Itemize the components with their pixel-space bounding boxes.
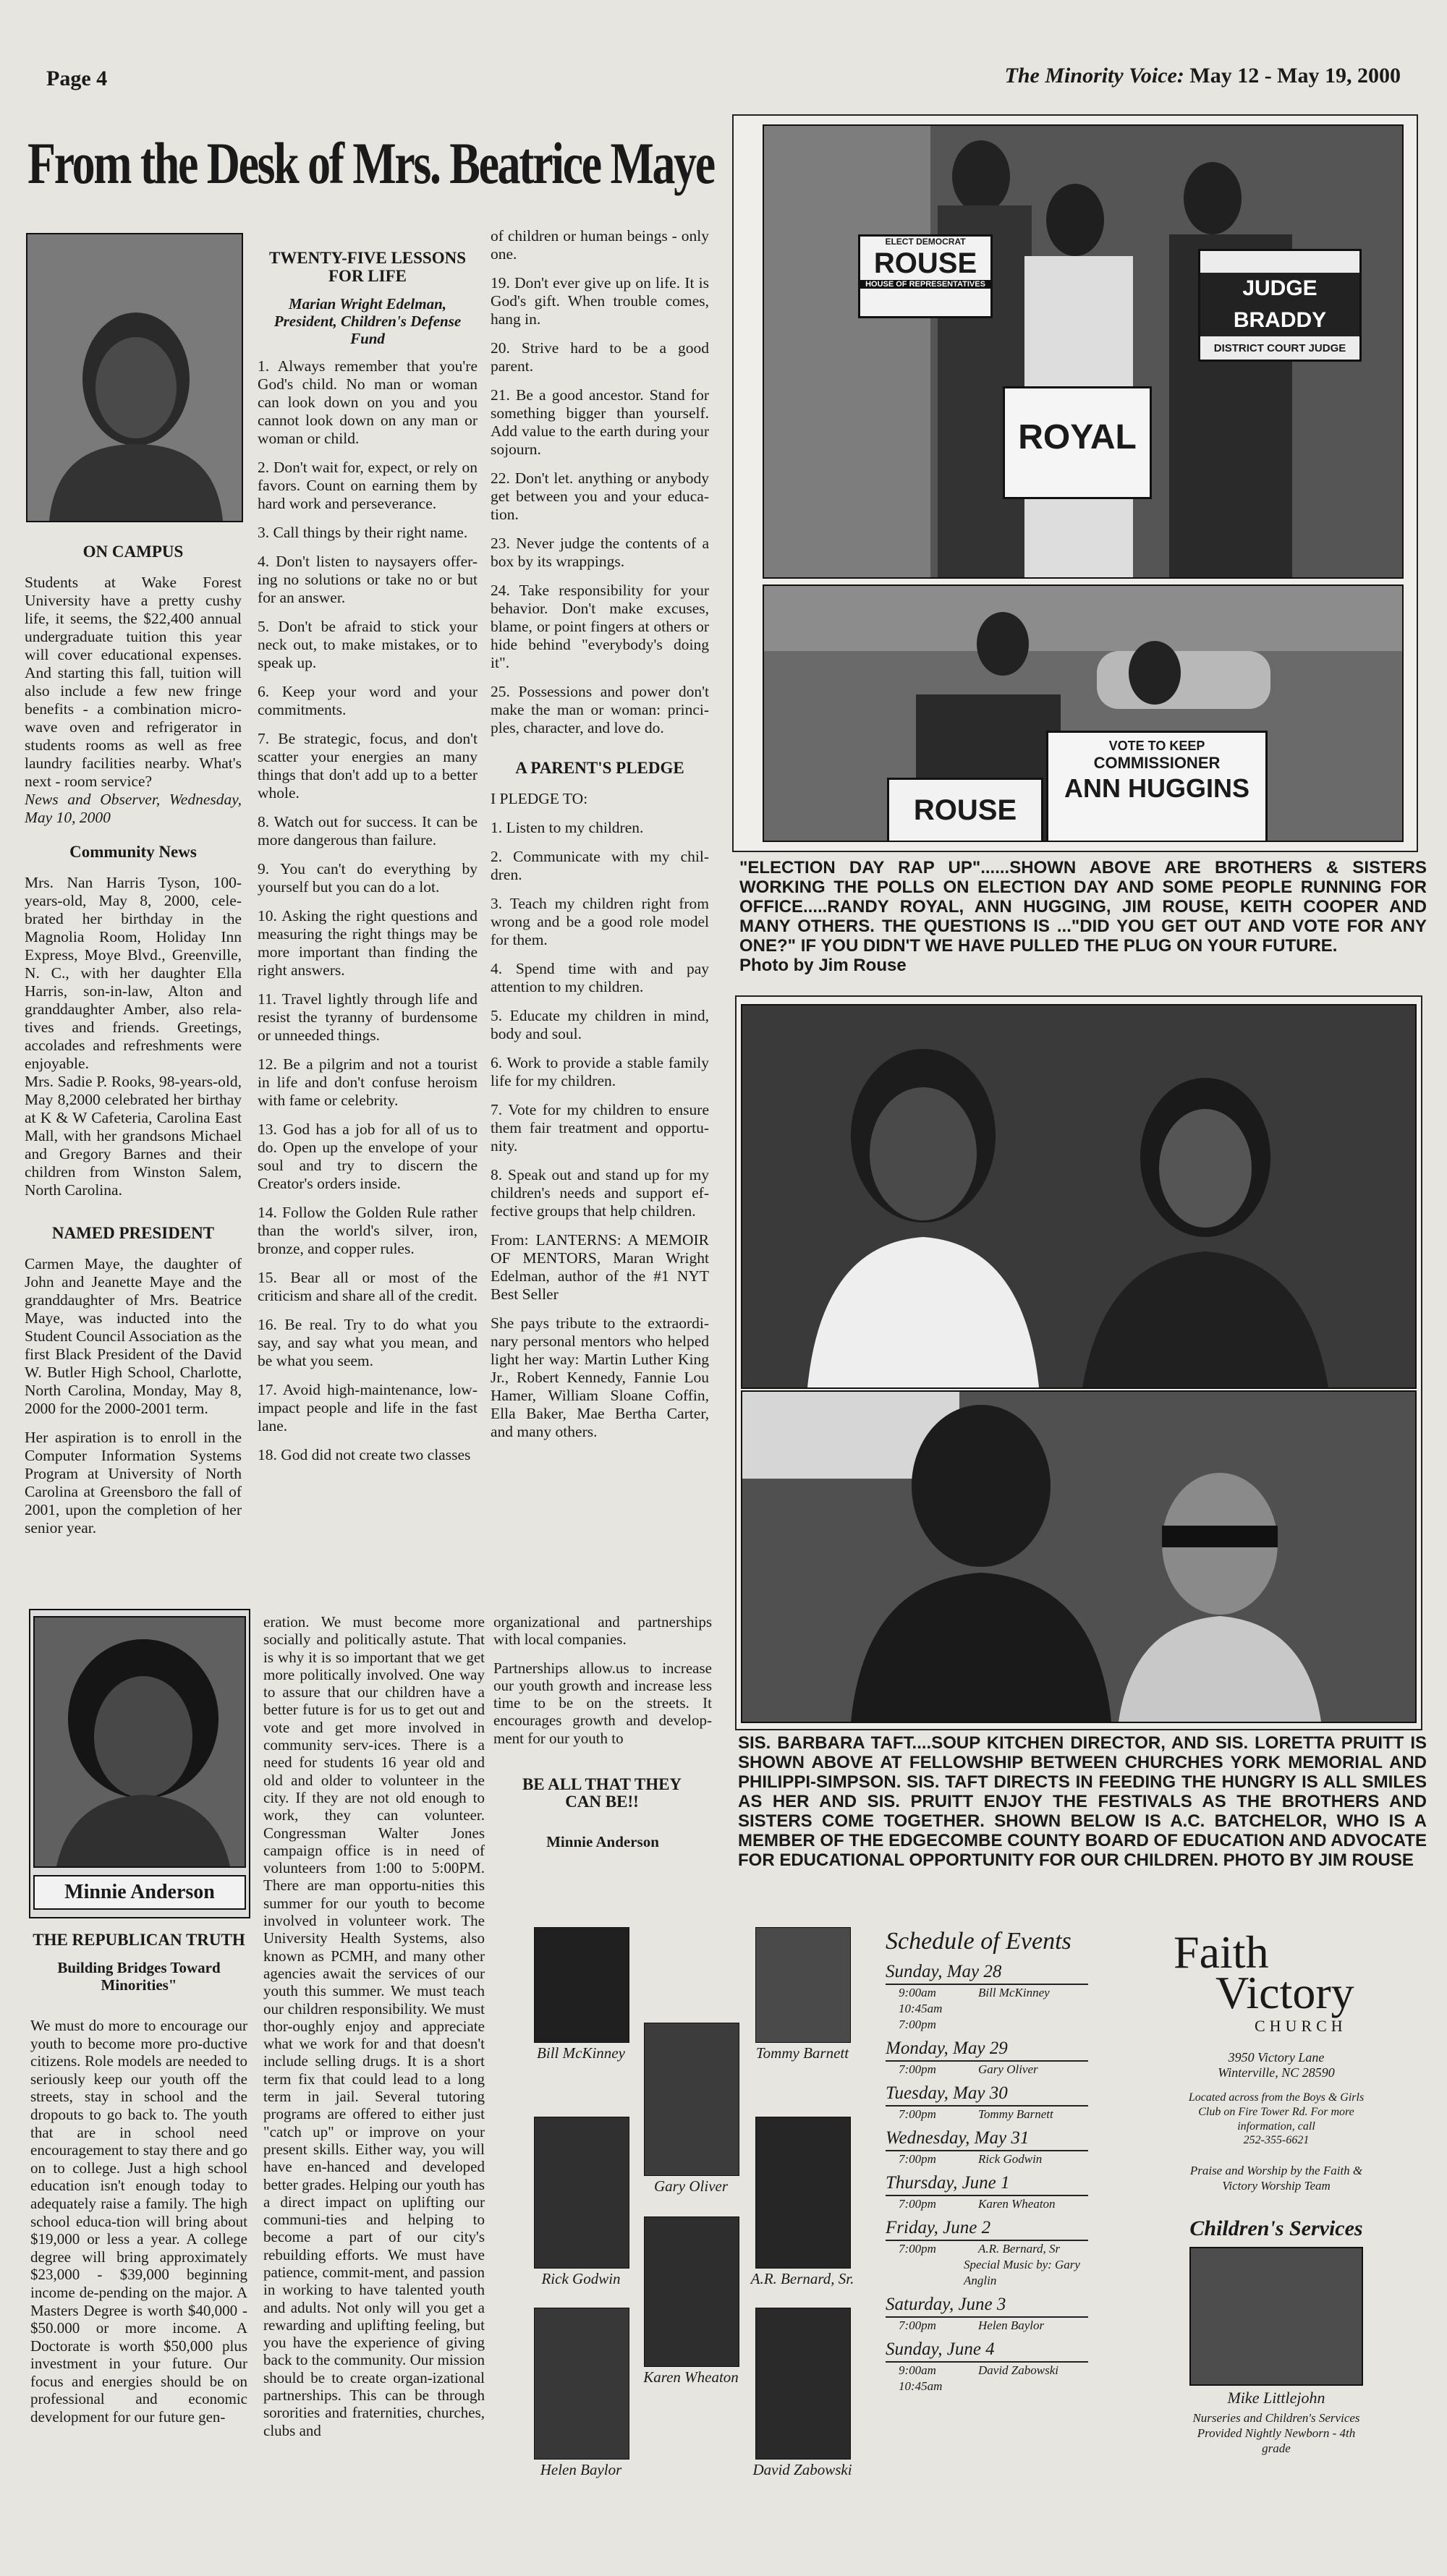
column-left (25, 543, 242, 1548)
royal-sign (1003, 386, 1152, 499)
pledge-title: A PARENT'S PLEDGE (515, 759, 684, 777)
rouse-sign-bottom: HOUSE OF REPRESENTATIVES (860, 280, 990, 289)
schedule-speaker: Rick Godwin (978, 2152, 1043, 2166)
fellowship-photo-frame (735, 995, 1422, 1730)
huggins-sign-name: ANN HUGGINS (1064, 773, 1249, 803)
schedule-day: Wednesday, May 31 (886, 2128, 1088, 2151)
lesson-item: of children or human beings - only one. (491, 227, 709, 263)
republican-col-1-body: We must do more to encourage our youth to become more pro-ductive citizens. Role models are needed to seriously keep our youth off the streets, stay in school and the dropouts to go back to. The youth that are in school need encouragement to stay there and go on to college. Just a high school education isn't enough today to adequately raise a family. The high school educa-tion will bring about $19,000 or less a year. A college degree will bring approximately $23,000 - $39,000 beginning income de-pending on the major. A Masters Degree is worth $40,000 - $50.000 or more income. A Doctorate is worth $50,000 plus investment in your future. Our focus and energies should be on professional and economic development for our future gen- (30, 2017, 247, 2426)
pledge-item: 1. Listen to my children. (491, 819, 644, 836)
portrait-karen-wheaton (644, 2216, 739, 2367)
named-president-title: NAMED PRESIDENT (51, 1224, 215, 1242)
lesson-item: 21. Be a good ancestor. Stand for something bigger than yourself. Add value to the earth during your sojourn. (491, 386, 709, 458)
lesson-item: 6. Keep your word and your commitments. (258, 683, 478, 718)
schedule-row (899, 2062, 1088, 2078)
lessons-title: TWENTY-FIVE LESSONS FOR LIFE (268, 249, 467, 285)
name-tommy-barnett: Tommy Barnett (755, 2044, 849, 2062)
royal-sign-name: ROYAL (1018, 418, 1137, 456)
lesson-item: 17. Avoid high-maintenance, low-impact people and life in the fast lane. (258, 1381, 478, 1434)
lesson-item: 20. Strive hard to be a good parent. (491, 339, 709, 375)
republican-col-3 (493, 1613, 712, 1863)
schedule-row (899, 1985, 1088, 2001)
lesson-item: 2. Don't wait for, expect, or rely on favors. Count on earning them by hard work and perseverance. (258, 459, 478, 512)
schedule-speaker: Bill McKinney (978, 1986, 1050, 1999)
community-news-title: Community News (69, 843, 197, 861)
portrait-david-zabowski (755, 2308, 851, 2460)
name-karen-wheaton: Karen Wheaton (643, 2368, 739, 2386)
braddy-sign-bottom: DISTRICT COURT JUDGE (1213, 342, 1346, 354)
huggins-sign-top: VOTE TO KEEP (1108, 739, 1205, 753)
republican-title: THE REPUBLICAN TRUTH (33, 1931, 245, 1949)
pastor-photo (1189, 2247, 1363, 2386)
schedule-time: 7:00pm (899, 2318, 936, 2332)
braddy-sign (1198, 249, 1362, 362)
schedule-row (899, 2241, 1088, 2257)
pledge-list (491, 819, 709, 1220)
lesson-item: 12. Be a pilgrim and not a tourist in life and don't confuse heroism with fame or celebrity. (258, 1055, 478, 1109)
minnie-anderson-photo (33, 1616, 246, 1868)
schedule-time: 7:00pm (899, 2018, 936, 2031)
page-number: Page 4 (46, 67, 108, 90)
pledge-item: 5. Educate my children in mind, body and soul. (491, 1007, 709, 1042)
schedule-speaker: Gary Oliver (978, 2062, 1038, 2076)
schedule-time: 7:00pm (899, 2062, 936, 2076)
name-gary-oliver: Gary Oliver (653, 2177, 729, 2195)
community-news-p2: Mrs. Sadie P. Rooks, 98-years-old, May 8,2000 celebrated her birthay at K & W Cafeteria, Carolina East Mall, with her grandsons Michael and Gregory Barnes and their children from Winston Salem, North Carolina. (25, 1073, 242, 1199)
beatrice-maye-photo (26, 233, 243, 522)
schedule-title: Schedule of Events (886, 1928, 1072, 1955)
schedule (886, 1927, 1088, 2394)
schedule-speaker: Helen Baylor (978, 2318, 1045, 2332)
community-news-p1: Mrs. Nan Harris Tyson, 100-years-old, May 8, 2000, cele-brated her birthday in the Magnolia Room, Holiday Inn Express, Moye Blvd., Greenville, N. C., with her daughter Ella Harris, son-in-law, Alton and granddaughter Amber, also rela-tives and friends. Greetings, accolades and refreshments were enjoyable. (25, 874, 242, 1072)
schedule-row (899, 2107, 1088, 2122)
name-rick-godwin: Rick Godwin (541, 2270, 621, 2287)
portrait-figure-icon (27, 234, 242, 521)
church-phone: 252-355-6621 (1243, 2134, 1310, 2146)
name-david-zabowski: David Zabowski (752, 2461, 852, 2478)
lesson-item: 25. Possessions and power don't make the man or woman: princi-ples, character, and love do. (491, 683, 709, 736)
church-address-1: 3950 Victory Lane (1228, 2050, 1325, 2065)
schedule-speaker: A.R. Bernard, Sr (978, 2242, 1061, 2256)
schedule-time: 9:00am (899, 1986, 936, 1999)
minnie-anderson-frame (29, 1609, 250, 1918)
schedule-speaker: David Zabowski (978, 2363, 1058, 2377)
name-bill-mckinney: Bill McKinney (537, 2044, 625, 2062)
republican-col-3a: organizational and partnerships with local companies. (493, 1613, 712, 1649)
pledge-item: 8. Speak out and stand up for my children's needs and support ef-fective groups that help children. (491, 1166, 709, 1220)
church-word: CHURCH (1255, 2017, 1347, 2035)
lesson-item: 24. Take responsibility for your behavior. Don't make excuses, blame, or point fingers at others or hide behind "everybody's doing it". (491, 582, 709, 671)
named-president-p1: Carmen Maye, the daughter of John and Jeanette Maye and the granddaughter of Mrs. Beatrice Maye, was inducted into the Student Council Association as the first Black President of the David W. Butler High School, Charlotte, North Carolina, Monday, May 8, 2000 for the 2000-2001 term. (25, 1255, 242, 1417)
republican-col-2 (263, 1613, 485, 2450)
church-located: Located across from the Boys & Girls Club on Fire Tower Rd. For more information, call (1188, 2091, 1365, 2133)
schedule-time: 7:00pm (899, 2197, 936, 2211)
nursery-info: Nurseries and Children's Services Provided Nightly Newborn - 4th grade (1192, 2411, 1360, 2455)
braddy-sign-name: JUDGE BRADDY (1200, 273, 1359, 336)
schedule-day: Sunday, May 28 (886, 1962, 1088, 1985)
huggins-sign (1046, 731, 1268, 842)
lesson-item: 14. Follow the Golden Rule rather than the world's silver, iron, bronze, and copper rules. (258, 1204, 478, 1257)
election-caption (739, 858, 1427, 975)
issue-dates: May 12 - May 19, 2000 (1189, 64, 1401, 88)
pledge-from: From: LANTERNS: A MEMOIR OF MENTORS, Maran Wright Edelman, author of the #1 NYT Best Seller (491, 1231, 709, 1303)
schedule-time: 10:45am (899, 2379, 943, 2393)
schedule-day: Sunday, June 4 (886, 2339, 1088, 2363)
rouse-sign-name: ROUSE (873, 247, 977, 279)
portrait-ar-bernard (755, 2117, 851, 2269)
portrait-bill-mckinney (534, 1927, 629, 2043)
lesson-item: 3. Call things by their right name. (258, 524, 468, 541)
lessons-list-1 (258, 357, 478, 1464)
schedule-speaker: Tommy Barnett (978, 2107, 1053, 2121)
faith-victory-ad (519, 1917, 1433, 2517)
author-name-box: Minnie Anderson (33, 1875, 246, 1910)
schedule-speaker: Special Music by: Gary Anglin (963, 2258, 1080, 2287)
be-all-heading: BE ALL THAT THEY CAN BE!! (522, 1775, 682, 1811)
lesson-item: 16. Be real. Try to do what you say, and say what you mean, and be what you seem. (258, 1316, 478, 1369)
lesson-item: 18. God did not create two classes (258, 1446, 471, 1463)
on-campus-title: ON CAMPUS (82, 543, 184, 561)
church-praise: Praise and Worship by the Faith & Victory Worship Team (1189, 2164, 1363, 2193)
lesson-item: 13. God has a job for all of us to do. Open up the envelope of your soul and try to discern the Creator's orders inside. (258, 1121, 478, 1192)
church-name-1: Faith (1174, 1926, 1269, 1978)
republican-subtitle: Building Bridges Toward Minorities" (57, 1959, 221, 1994)
election-photo-top (763, 124, 1404, 579)
schedule-time: 9:00am (899, 2363, 936, 2377)
portrait-helen-baylor (534, 2308, 629, 2460)
name-ar-bernard: A.R. Bernard, Sr. (750, 2270, 854, 2287)
fellowship-caption: SIS. BARBARA TAFT....SOUP KITCHEN DIRECTOR, AND SIS. LORETTA PRUITT IS SHOWN ABOVE AT FELLOWSHIP BETWEEN CHURCHES YORK MEMORIAL AND PHILIPPI-SIMPSON. SIS. TAFT DIRECTS IN FEEDING THE HUNGRY IS ALL SMILES AS HER AND SIS. PRUITT ENJOY THE FESTIVALS AS THE BROTHERS AND SISTERS COME TOGETHER. SHOWN BELOW IS A.C. BATCHELOR, WHO IS A MEMBER OF THE EDGECOMBE COUNTY BOARD OF EDUCATION AND ADVOCATE FOR EDUCATIONAL OPPORTUNITY FOR OUR CHILDREN. PHOTO BY JIM ROUSE (738, 1733, 1427, 1870)
pledge-item: 2. Communicate with my chil-dren. (491, 848, 709, 883)
schedule-time: 7:00pm (899, 2242, 936, 2256)
schedule-day: Thursday, June 1 (886, 2173, 1088, 2196)
masthead: From the Desk of Mrs. Beatrice Maye (27, 130, 714, 196)
lesson-item: 4. Don't listen to naysayers offer-ing no solutions or take no or but for an answer. (258, 553, 478, 606)
on-campus-source: News and Observer, Wednesday, May 10, 2000 (25, 791, 242, 826)
lesson-item: 22. Don't let. anything or anybody get between you and your educa-tion. (491, 469, 709, 523)
lesson-item: 5. Don't be afraid to stick your neck out, to make mistakes, or to speak up. (258, 618, 478, 671)
lessons-byline: Marian Wright Edelman, President, Children's Defense Fund (273, 295, 462, 347)
church-name-2: Victory (1215, 1967, 1354, 2018)
pledge-item: 7. Vote for my children to ensure them fair treatment and opportu-nity. (491, 1101, 709, 1155)
lesson-item: 19. Don't ever give up on life. It is God's gift. When trouble comes, hang in. (491, 274, 709, 328)
column-pledge (491, 227, 709, 1452)
schedule-row (899, 2379, 1088, 2394)
schedule-row (899, 2001, 1088, 2017)
pastor-name: Mike Littlejohn (1227, 2389, 1325, 2407)
rouse-sign-top: ELECT DEMOCRAT (885, 237, 966, 247)
lesson-item: 15. Bear all or most of the criticism and share all of the credit. (258, 1269, 478, 1304)
republican-col-3b: Partnerships allow.us to increase our youth growth and increase less time to be on the streets. It encourages growth and develop-ment for our youth to (493, 1659, 712, 1747)
lesson-item: 11. Travel lightly through life and resist the tyranny of burdensome or unneeded things. (258, 990, 478, 1044)
paper-name (1005, 64, 1401, 88)
election-photo-bottom (763, 585, 1404, 842)
pledge-item: 4. Spend time with and pay attention to my children. (491, 960, 709, 995)
schedule-row (899, 2196, 1088, 2212)
election-photo-frame (732, 114, 1418, 852)
schedule-time: 10:45am (899, 2002, 943, 2015)
pledge-item: 3. Teach my children right from wrong and be a good role model for them. (491, 895, 709, 948)
rouse-sign-2 (887, 778, 1043, 842)
children-services-title: Children's Services (1189, 2216, 1363, 2240)
pledge-intro: I PLEDGE TO: (491, 790, 588, 807)
schedule-days (886, 1962, 1088, 2394)
church-info (1132, 1927, 1421, 2456)
lesson-item: 7. Be strategic, focus, and don't scatter your energies an many things that don't add up to a better whole. (258, 730, 478, 802)
lesson-item: 10. Asking the right questions and measuring the right things may be more important than finding the right answers. (258, 907, 478, 979)
church-address-2: Winterville, NC 28590 (1218, 2065, 1335, 2080)
column-lessons (258, 249, 478, 1475)
lessons-list-2 (491, 227, 709, 737)
schedule-day: Tuesday, May 30 (886, 2083, 1088, 2107)
schedule-row (899, 2257, 1088, 2289)
republican-col-2-body: eration. We must become more socially and politically astute. That is why it is so important that we get more politically involved. One way to assure that our children have a better future is for us to get out and vote and get more involved in community serv-ices. There is a need for students 16 year old and old and older to volunteer in the city. If they are not old enough to work, they can volunteer. Congressman Walter Jones campaign office is in need of volunteers from 1:00 to 5:00PM. There are man opportu-nities this summer for our youth to become involved in volunteer work. The University Health Systems, also known as PCMH, and many other agencies await the services of our youth this summer. We must teach our children responsibility. We must thor-oughly enjoy and appreciate what we work for and that doesn't include selling drugs. It is a short term fix that could lead to a long term in jail. Several tutoring programs are offered to either just "catch up" or improve on your present skills. Either way, you will have en-hanced and developed better grades. Helping our youth has a direct impact on uplifting our communi-ties and helping to become a part of our city's rebuilding efforts. We must have patience, commit-ment, and passion in working to have talented youth and adults. Not only will you get a rewarding and uplifting feeling, but you have the experience of giving back to the community. Our mission should be to create organ-izational partnerships. This can be through sororities and fraternities, churches, clubs and (263, 1613, 485, 2439)
huggins-sign-mid: COMMISSIONER (1093, 754, 1221, 772)
schedule-time: 7:00pm (899, 2107, 936, 2121)
election-caption-text: "ELECTION DAY RAP UP"......SHOWN ABOVE ARE BROTHERS & SISTERS WORKING THE POLLS ON ELECTION DAY AND SOME PEOPLE RUNNING FOR OFFICE.....RANDY ROYAL, ANN HUGGING, JIM ROUSE, KEITH COOPER AND MANY OTHERS. THE QUESTIONS IS ..."DID YOU GET OUT AND VOTE FOR ANY ONE?" IF YOU DIDN'T WE HAVE PULLED THE PLUG ON YOUR FUTURE. (739, 858, 1427, 956)
schedule-day: Saturday, June 3 (886, 2295, 1088, 2318)
pledge-item: 6. Work to provide a stable family life for my children. (491, 1054, 709, 1089)
church-logo (1132, 1927, 1421, 2043)
schedule-time (899, 2257, 964, 2289)
portrait-rick-godwin (534, 2117, 629, 2269)
named-president-p2: Her aspiration is to enroll in the Computer Information Systems Program at University of North Carolina at Greensboro the fall of 2001, upon the completion of her senior year. (25, 1429, 242, 1536)
name-helen-baylor: Helen Baylor (540, 2461, 622, 2478)
lesson-item: 1. Always remember that you're God's child. No man or woman can look down on you and you cannot look down on any man or woman or child. (258, 357, 478, 447)
rouse-sign (858, 234, 993, 318)
schedule-row (899, 2017, 1088, 2033)
on-campus-body: Students at Wake Forest University have a pretty cushy life, it seems, the $22,400 annual undergraduate tuition this year will cover educational expenses. And starting this fall, tuition will also include a few new fringe benefits - a combination micro-wave oven and refrigerator in students rooms as well as free laundry facilities nearby. What's next - room service? (25, 574, 242, 790)
republican-col-1 (30, 1931, 247, 2437)
lesson-item: 9. You can't do everything by yourself but you can do a lot. (258, 860, 478, 896)
schedule-row (899, 2318, 1088, 2334)
schedule-speaker: Karen Wheaton (978, 2197, 1056, 2211)
paper-title: The Minority Voice: (1004, 64, 1184, 88)
rouse-sign-2-name: ROUSE (913, 794, 1017, 826)
schedule-day: Monday, May 29 (886, 2039, 1088, 2062)
schedule-row (899, 2151, 1088, 2167)
election-caption-credit: Photo by Jim Rouse (739, 956, 907, 975)
lesson-item: 8. Watch out for success. It can be more dangerous than failure. (258, 813, 478, 849)
schedule-time: 7:00pm (899, 2152, 936, 2166)
batchelor-photo (741, 1390, 1417, 1723)
schedule-day: Friday, June 2 (886, 2218, 1088, 2241)
portrait-tommy-barnett (755, 1927, 851, 2043)
taft-pruitt-photo (741, 1004, 1417, 1389)
portrait-gary-oliver (644, 2023, 739, 2176)
republican-signoff: Minnie Anderson (546, 1832, 659, 1850)
lesson-item: 23. Never judge the contents of a box by its wrappings. (491, 535, 709, 570)
schedule-row (899, 2363, 1088, 2379)
pledge-tribute: She pays tribute to the extraordi-nary personal mentors who helped light her way: Martin Luther King Jr., Robert Kennedy, Fannie Lou Hamer, William Sloane Coffin, Ella Baker, Mae Bertha Carter, and many others. (491, 1314, 709, 1440)
